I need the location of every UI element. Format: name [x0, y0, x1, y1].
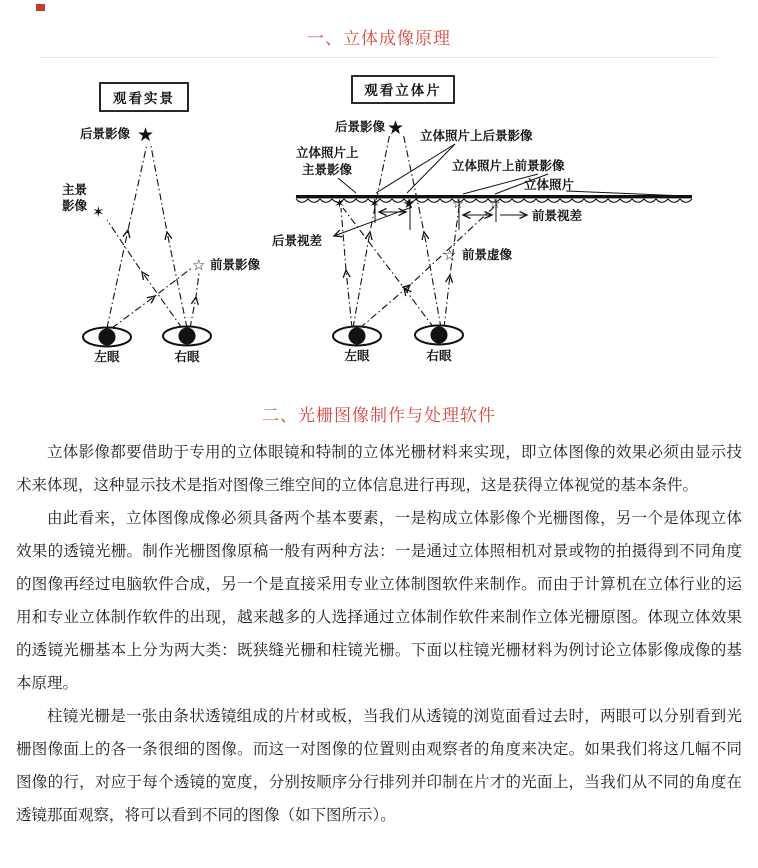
back-parallax-label: 后景视差 [272, 233, 323, 248]
front-virtual-image-label: 前景虚像 [462, 247, 513, 262]
left-diagram-view-real-scene [62, 83, 261, 364]
plate-front-star-right-icon: ☆ [489, 197, 501, 212]
main-image-label-line1: 主景 [62, 182, 88, 197]
main-image-star-icon: ✶ [92, 203, 105, 221]
back-image-star-icon: ★ [137, 124, 155, 146]
right-diagram-right-eye-icon [415, 326, 463, 345]
plate-back-star-left-icon: ✶ [369, 197, 380, 212]
stereo-diagram-svg [0, 60, 758, 382]
main-image-label-line2: 影像 [62, 198, 88, 213]
real-scene-title: 观看实景 [113, 91, 175, 107]
paragraph-2: 由此看来，立体图像成像必须具备两个基本要素，一是构成立体影像个光栅图像，另一个是体现立体效果的透镜光栅。制作光栅图像原稿一般有两种方法：一是通过立体照相机对景或物的拍摄得到不同角度的图像再经过电脑软件合成，另一个是直接采用专业立体制图软件来制作。而由于计算机在立体行业的运用和专业立体制作软件的出现，越来越多的人选择通过立体制作软件来制作立体光栅原图。体现立体效果的透镜光栅基本上分为两大类：既狭缝光栅和柱镜光栅。下面以柱镜光栅材料为例讨论立体影像成像的基本原理。 [16, 510, 742, 692]
plate-back-star-right-icon: ★ [403, 197, 415, 212]
back-image-star-icon-right: ★ [387, 117, 405, 139]
section-heading-2: 二、光栅图像制作与处理软件 [262, 406, 496, 425]
left-diagram-sight-rays [107, 144, 199, 328]
section-heading-1: 一、立体成像原理 [307, 29, 451, 48]
left-eye-label: 左眼 [94, 349, 120, 364]
right-diagram-view-stereo-photo [272, 76, 692, 363]
left-eye-label-right-diagram: 左眼 [344, 348, 370, 363]
back-image-label-left: 后景影像 [80, 126, 131, 141]
body-text [16, 436, 742, 832]
plate-main-star-icon: ✶ [334, 197, 345, 212]
front-parallax-label: 前景视差 [532, 208, 583, 223]
front-image-star-icon: ☆ [192, 256, 206, 274]
front-virtual-star-icon: ☆ [443, 246, 457, 264]
paragraph-1: 立体影像都要借助于专用的立体眼镜和特制的立体光栅材料来实现，即立体图像的效果必须由显示技术来体现，这种显示技术是指对图像三维空间的立体信息进行再现，这是获得立体视觉的基本条件。 [16, 444, 742, 494]
paragraph-3: 柱镜光栅是一张由条状透镜组成的片材或板，当我们从透镜的浏览面看过去时，两眼可以分别看到光栅图像面上的各一条很细的图像。而这一对图像的位置则由观察者的角度来决定。如果我们将这几幅不同图像的行，对应于每个透镜的宽度，分别按顺序分行排列并印制在片才的光面上，当我们从不同的角度在透镜那面观察，将可以看到不同的图像（如下图所示）。 [16, 708, 742, 824]
left-diagram-right-eye-icon [163, 327, 211, 346]
stereo-photo-title: 观看立体片 [364, 83, 442, 99]
front-image-label-left: 前景影像 [210, 257, 261, 272]
stereo-imaging-diagram [0, 60, 758, 387]
back-image-label-right: 后景影像 [335, 119, 386, 134]
photo-front-image-label: 立体照片上前景影像 [452, 158, 565, 173]
photo-back-image-label: 立体照片上后景影像 [420, 128, 533, 143]
plate-front-star-left-icon: ☆ [452, 197, 464, 212]
right-diagram-left-eye-icon [333, 327, 381, 346]
left-diagram-left-eye-icon [83, 328, 131, 347]
photo-main-image-label-line1: 立体照片上 [296, 145, 359, 160]
right-eye-label: 右眼 [174, 349, 200, 364]
right-eye-label-right-diagram: 右眼 [426, 348, 452, 363]
heading-divider [40, 57, 718, 58]
photo-main-image-label-line2: 主景影像 [302, 162, 353, 177]
photo-label: 立体照片 [524, 177, 575, 192]
red-corner-mark [36, 4, 45, 11]
